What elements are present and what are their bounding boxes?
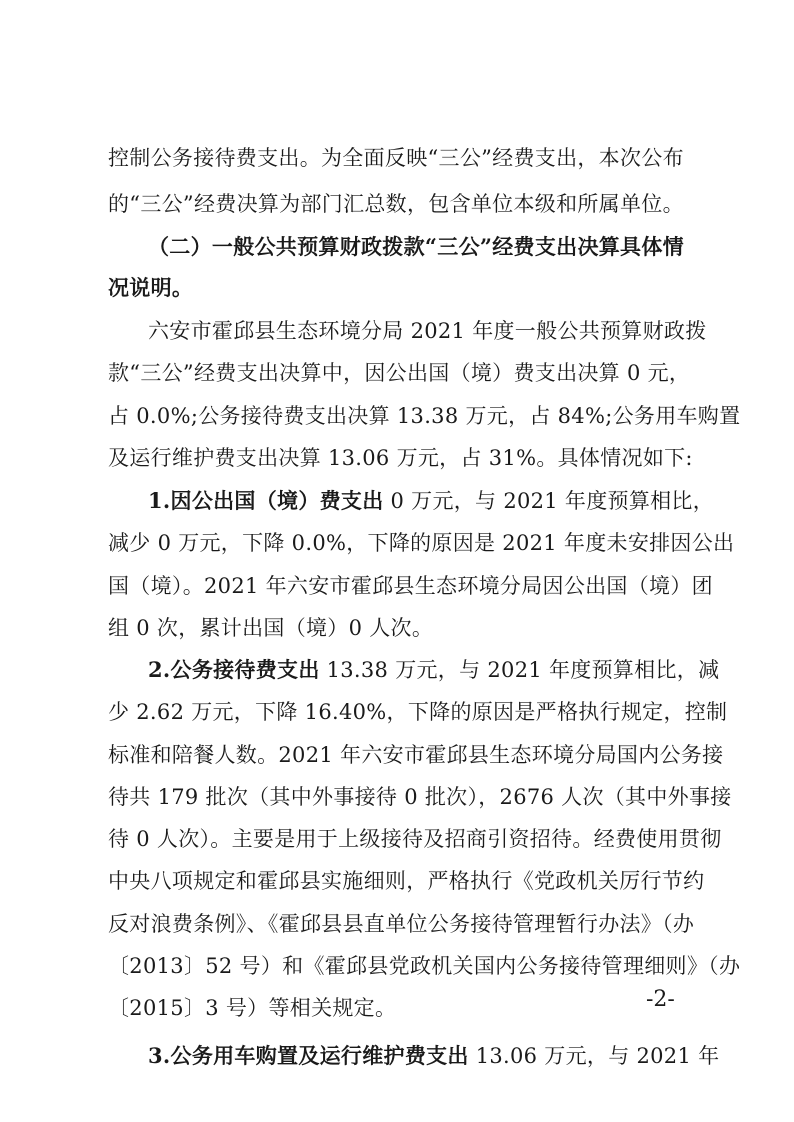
body-line: 〔2015〕3 号）等相关规定。 <box>108 996 397 1020</box>
body-line: 减少 0 万元，下降 0.0%，下降的原因是 2021 年度未安排因公出 <box>108 531 735 555</box>
item-2-heading: 2.公务接待费支出 <box>148 657 320 682</box>
section-heading-cont: 况说明。 <box>108 275 194 300</box>
body-line: 中央八项规定和霍邱县实施细则，严格执行《党政机关厉行节约 <box>108 869 705 893</box>
item-3-text: 13.06 万元，与 2021 年 <box>468 1044 720 1068</box>
body-line: 反对浪费条例》、《霍邱县县直单位公务接待管理暂行办法》（办 <box>108 912 695 936</box>
body-line: 组 0 次，累计出国（境）0 人次。 <box>108 616 434 640</box>
item-3-line <box>148 1038 719 1074</box>
body-line: 标准和陪餐人数。2021 年六安市霍邱县生态环境分局国内公务接 <box>108 743 724 767</box>
item-3-heading: 3.公务用车购置及运行维护费支出 <box>148 1043 469 1068</box>
body-line: 待 0 人次）。主要是用于上级接待及招商引资招待。经费使用贯彻 <box>108 827 722 851</box>
item-1-line <box>148 483 714 519</box>
item-1-heading: 1.因公出国（境）费支出 <box>148 488 384 513</box>
body-line: 〔2013〕52 号）和《霍邱县党政机关国内公务接待管理细则》（办 <box>108 954 741 978</box>
item-1-text: 0 万元，与 2021 年度预算相比， <box>383 489 715 513</box>
body-line: 的“三公”经费决算为部门汇总数，包含单位本级和所属单位。 <box>108 192 684 216</box>
page-number: -2- <box>646 987 675 1012</box>
body-line: 待共 179 批次（其中外事接待 0 批次），2676 人次（其中外事接 <box>108 785 732 809</box>
body-line: 国（境）。2021 年六安市霍邱县生态环境分局因公出国（境）团 <box>108 574 713 598</box>
section-heading: （二）一般公共预算财政拨款“三公”经费支出决算具体情 <box>148 234 684 259</box>
body-line: 控制公务接待费支出。为全面反映“三公”经费支出，本次公布 <box>108 146 684 170</box>
body-line: 占 0.0%;公务接待费支出决算 13.38 万元，占 84%;公务用车购置 <box>108 404 741 428</box>
body-line: 少 2.62 万元，下降 16.40%，下降的原因是严格执行规定，控制 <box>108 700 728 724</box>
body-line: 款“三公”经费支出决算中，因公出国（境）费支出决算 0 元， <box>108 361 691 385</box>
body-line: 及运行维护费支出决算 13.06 万元，占 31%。具体情况如下: <box>108 446 693 470</box>
body-line: 六安市霍邱县生态环境分局 2021 年度一般公共预算财政拨 <box>148 319 707 343</box>
item-2-text: 13.38 万元，与 2021 年度预算相比，减 <box>319 658 720 682</box>
item-2-line <box>148 652 719 688</box>
